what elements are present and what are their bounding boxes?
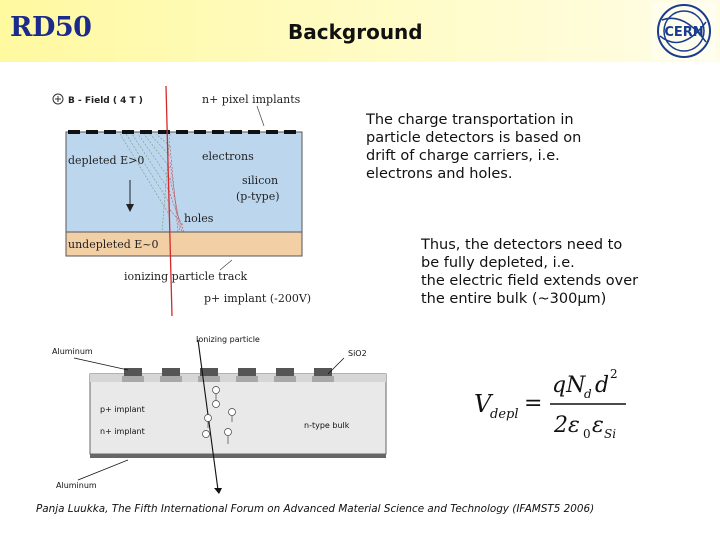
sio2-label: SiO2 (348, 349, 367, 358)
cern-logo-text: CERN (664, 25, 704, 40)
slide-title: Background (288, 20, 423, 44)
aluminum-bottom-label: Aluminum (56, 481, 97, 490)
formula-v: V (474, 390, 492, 418)
formula-numerator: qN (552, 373, 586, 398)
n-pixel-implants-label: n+ pixel implants (202, 93, 301, 106)
ionizing-particle-label: Ionizing particle (196, 335, 260, 344)
paragraph-full-depletion: Thus, the detectors need to be fully depleted, i.e. the electric field extends over the entire bulk (~300μm) (421, 237, 639, 307)
formula-v-sub: depl (490, 407, 519, 422)
depleted-label: depleted E>0 (68, 154, 145, 167)
bfield-label: B - Field ( 4 T ) (68, 96, 143, 106)
formula-num-sup: 2 (610, 367, 618, 381)
formula-den-sub-si: Si (604, 427, 617, 441)
reference-citation: Panja Luukka, The Fifth International Forum on Advanced Material Science and Technology (IFAMST5 2006) (36, 503, 595, 515)
paragraph-charge-transport: The charge transportation in particle detectors is based on drift of charge carriers, i.e. electrons and holes. (366, 112, 582, 182)
formula-num-d: d (595, 373, 610, 398)
n-type-bulk-label: n-type bulk (304, 421, 350, 430)
header-bar (0, 0, 720, 62)
formula-den-eps: ε (592, 413, 604, 438)
formula-den-sub0: 0 (583, 427, 591, 441)
p-implant-strip-label: p+ implant (100, 405, 145, 414)
p-implant-label: p+ implant (-200V) (204, 292, 312, 305)
formula-num-sub: d (584, 387, 592, 401)
svg-text:=: = (524, 391, 543, 416)
track-label: ionizing particle track (124, 270, 248, 283)
depletion-voltage-formula (470, 362, 640, 442)
silicon-label: silicon (242, 174, 279, 187)
rd50-logo: RD50 (10, 12, 92, 43)
aluminum-top-label: Aluminum (52, 347, 93, 356)
formula-den-2eps: 2ε (554, 413, 580, 438)
ptype-label: (p-type) (236, 190, 280, 203)
electrons-label: electrons (202, 150, 254, 163)
cern-logo-icon (652, 2, 716, 60)
strip-detector-figure (48, 330, 388, 494)
pixel-detector-figure (52, 86, 332, 318)
undepleted-label: undepleted E~0 (68, 238, 159, 251)
n-implant-label: n+ implant (100, 427, 145, 436)
holes-label: holes (184, 212, 214, 225)
